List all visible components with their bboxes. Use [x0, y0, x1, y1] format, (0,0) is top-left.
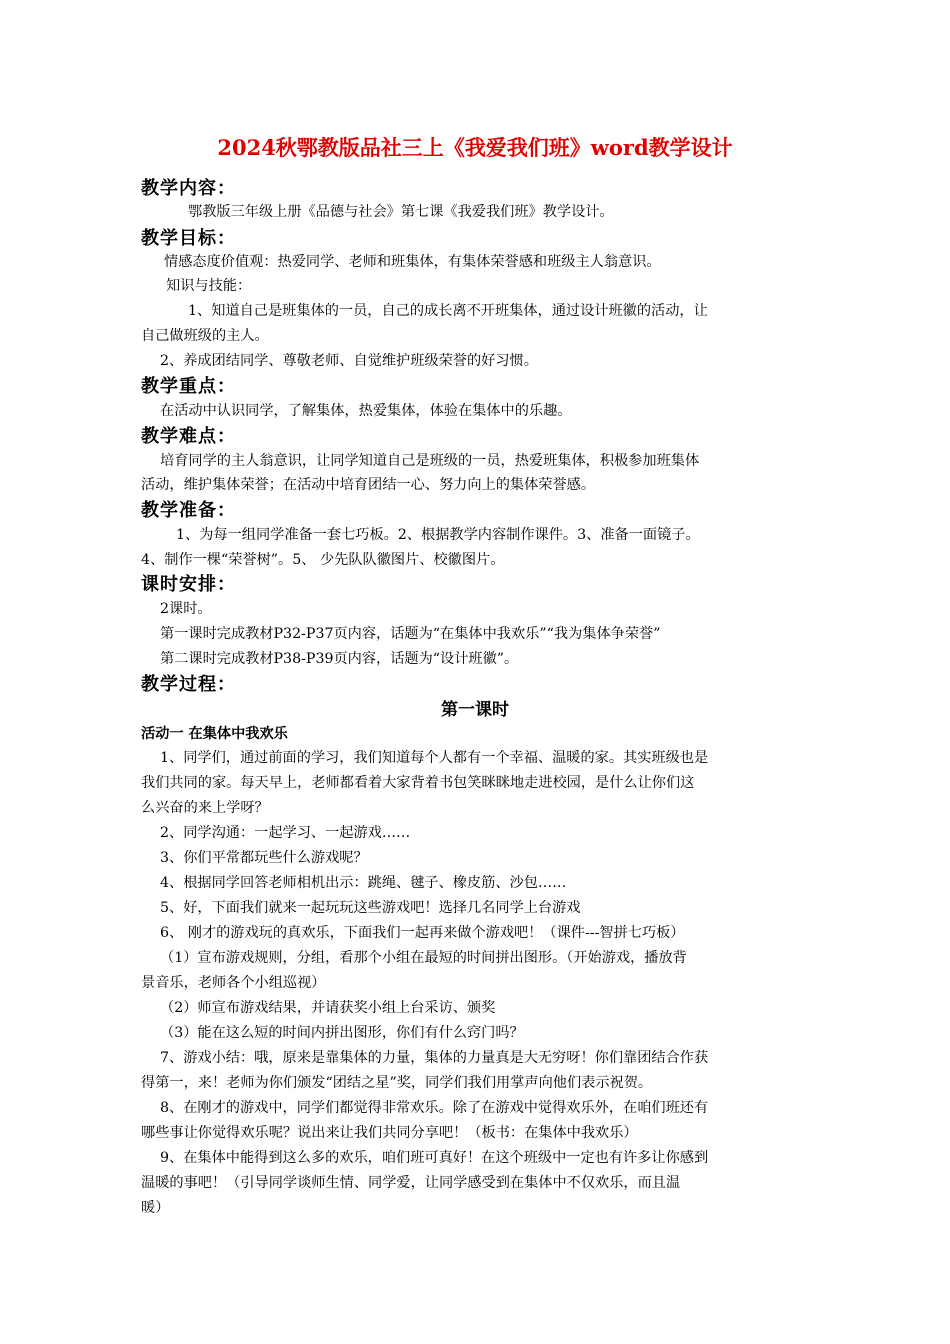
difficulties-line: 活动，维护集体荣誉；在活动中培育团结一心、努力向上的集体荣誉感。 — [141, 477, 596, 493]
process-line: （3）能在这么短的时间内拼出图形，你们有什么窍门吗？ — [160, 1025, 524, 1041]
process-line: 8、在刚才的游戏中，同学们都觉得非常欢乐。除了在游戏中觉得欢乐外，在咱们班还有 — [160, 1100, 709, 1116]
process-line: 么兴奋的来上学呀？ — [141, 800, 269, 816]
schedule-line: 第一课时完成教材P32-P37页内容，话题为“在集体中我欢乐”“我为集体争荣誉” — [160, 626, 661, 642]
goals-line: 知识与技能： — [166, 278, 252, 294]
difficulties-line: 培育同学的主人翁意识，让同学知道自己是班级的一员，热爱班集体，积极参加班集体 — [160, 453, 700, 469]
heading-preparation: 教学准备： — [141, 500, 236, 521]
process-line: 7、游戏小结：哦，原来是靠集体的力量，集体的力量真是大无穷呀！你们靠团结合作获 — [160, 1050, 709, 1066]
heading-schedule: 课时安排： — [141, 574, 236, 595]
process-line: 5、好，下面我们就来一起玩玩这些游戏吧！选择几名同学上台游戏 — [160, 900, 581, 916]
goals-line: 自己做班级的主人。 — [141, 328, 269, 344]
process-line: 哪些事让你觉得欢乐呢？说出来让我们共同分享吧！（板书：在集体中我欢乐） — [141, 1125, 638, 1141]
schedule-line: 2课时。 — [160, 601, 212, 617]
process-line: 6、 刚才的游戏玩的真欢乐，下面我们一起再来做个游戏吧！（课件---智拼七巧板） — [160, 925, 685, 941]
schedule-line: 第二课时完成教材P38-P39页内容，话题为“设计班徽”。 — [160, 651, 519, 667]
process-line: 我们共同的家。每天早上，老师都看着大家背着书包笑眯眯地走进校园，是什么让你们这 — [141, 775, 695, 791]
goals-line: 2、养成团结同学、尊敬老师、自觉维护班级荣誉的好习惯。 — [160, 353, 538, 369]
process-line: （1）宣布游戏规则，分组，看那个小组在最短的时间拼出图形。（开始游戏，播放背 — [160, 950, 687, 966]
process-line: 温暖的事吧！（引导同学谈师生情、同学爱，让同学感受到在集体中不仅欢乐，而且温 — [141, 1175, 681, 1191]
heading-process: 教学过程： — [141, 674, 236, 695]
process-line: 景音乐，老师各个小组巡视） — [141, 975, 326, 991]
preparation-line: 4、制作一棵“荣誉树”。5、 少先队队徽图片、校徽图片。 — [141, 552, 505, 568]
process-line: 暖） — [141, 1200, 170, 1216]
process-line: 3、你们平常都玩些什么游戏呢？ — [160, 850, 368, 866]
process-line: 得第一，来！老师为你们颁发“团结之星”奖，同学们我们用掌声向他们表示祝贺。 — [141, 1075, 653, 1091]
process-line: 1、同学们，通过前面的学习，我们知道每个人都有一个幸福、温暖的家。其实班级也是 — [160, 750, 709, 766]
process-line: 9、在集体中能得到这么多的欢乐，咱们班可真好！在这个班级中一定也有许多让你感到 — [160, 1150, 709, 1166]
heading-goals: 教学目标： — [141, 228, 236, 249]
preparation-line: 1、为每一组同学准备一套七巧板。2、根据教学内容制作课件。3、准备一面镜子。 — [176, 527, 700, 543]
key-points-line: 在活动中认识同学，了解集体，热爱集体，体验在集体中的乐趣。 — [160, 403, 572, 419]
heading-key-points: 教学重点： — [141, 376, 236, 397]
lesson-title: 第一课时 — [441, 700, 509, 720]
document-title: 2024秋鄂教版品社三上《我爱我们班》word教学设计 — [217, 135, 733, 160]
process-line: （2）师宣布游戏结果，并请获奖小组上台采访、颁奖 — [160, 1000, 496, 1016]
heading-difficulties: 教学难点： — [141, 426, 236, 447]
process-line: 4、根据同学回答老师相机出示：跳绳、毽子、橡皮筋、沙包…… — [160, 875, 567, 891]
content-line: 鄂教版三年级上册《品德与社会》第七课《我爱我们班》教学设计。 — [188, 204, 614, 220]
process-line: 2、同学沟通：一起学习、一起游戏…… — [160, 825, 411, 841]
activity-title: 活动一 在集体中我欢乐 — [141, 726, 288, 742]
goals-line: 情感态度价值观：热爱同学、老师和班集体，有集体荣誉感和班级主人翁意识。 — [164, 254, 661, 270]
heading-content: 教学内容： — [141, 178, 236, 199]
goals-line: 1、知道自己是班集体的一员，自己的成长离不开班集体，通过设计班徽的活动，让 — [188, 303, 708, 319]
